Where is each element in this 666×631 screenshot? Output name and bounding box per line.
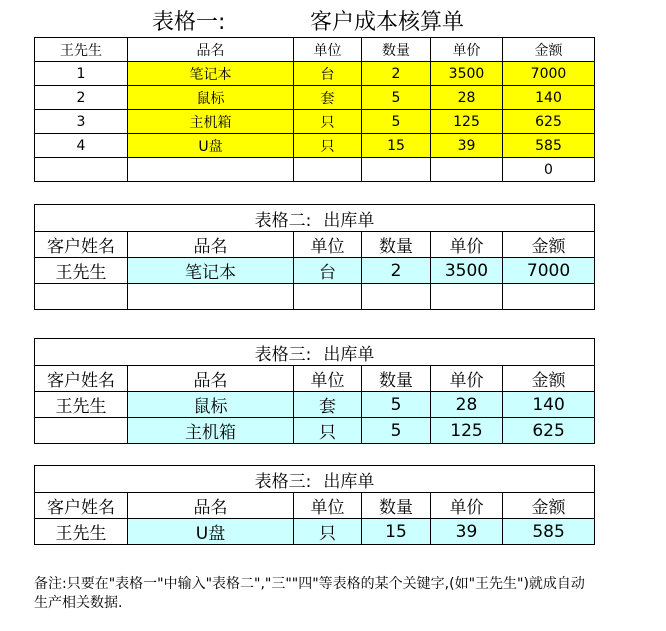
cell-amount[interactable]: 625 bbox=[503, 418, 595, 444]
table-row-total bbox=[35, 158, 595, 182]
title-row bbox=[0, 8, 666, 38]
cell-product[interactable]: 笔记本 bbox=[128, 62, 294, 86]
table-header bbox=[35, 493, 595, 519]
cell-quantity[interactable]: 2 bbox=[362, 258, 431, 284]
cell-empty[interactable] bbox=[128, 284, 294, 310]
header-amount[interactable]: 金额 bbox=[503, 493, 595, 519]
cell-unit[interactable]: 只 bbox=[294, 110, 362, 134]
header-unit[interactable]: 单位 bbox=[294, 232, 362, 258]
cell-customer[interactable]: 王先生 bbox=[35, 392, 128, 418]
cost-table-header bbox=[35, 38, 595, 62]
cell-empty[interactable] bbox=[294, 158, 362, 182]
table-caption-row bbox=[35, 339, 595, 366]
cell-product[interactable]: U盘 bbox=[128, 134, 294, 158]
footnote: 备注:只要在"表格一"中输入"表格二","三""四"等表格的某个关键字,(如"王先生")就成自动生产相关数据. bbox=[34, 576, 585, 611]
cell-quantity[interactable]: 15 bbox=[362, 134, 431, 158]
cell-quantity[interactable]: 5 bbox=[362, 86, 431, 110]
cell-unit[interactable]: 台 bbox=[294, 258, 362, 284]
table-row bbox=[35, 62, 595, 86]
header-product[interactable]: 品名 bbox=[128, 493, 294, 519]
cell-price[interactable]: 125 bbox=[431, 418, 503, 444]
cell-empty[interactable] bbox=[128, 158, 294, 182]
cell-product[interactable]: 鼠标 bbox=[128, 86, 294, 110]
header-customer-name[interactable]: 客户姓名 bbox=[35, 366, 128, 392]
cell-amount[interactable]: 7000 bbox=[503, 62, 595, 86]
cell-empty[interactable] bbox=[294, 284, 362, 310]
header-quantity[interactable]: 数量 bbox=[362, 38, 431, 62]
cell-unit[interactable]: 套 bbox=[294, 86, 362, 110]
header-customer-name[interactable]: 客户姓名 bbox=[35, 493, 128, 519]
table-row bbox=[35, 86, 595, 110]
cell-amount[interactable]: 585 bbox=[503, 134, 595, 158]
header-price[interactable]: 单价 bbox=[431, 366, 503, 392]
table-row-empty bbox=[35, 284, 595, 310]
cell-price[interactable]: 39 bbox=[431, 134, 503, 158]
cell-unit[interactable]: 台 bbox=[294, 62, 362, 86]
caption-label: 表格三: bbox=[254, 344, 312, 365]
cell-price[interactable]: 28 bbox=[431, 392, 503, 418]
cell-index[interactable]: 2 bbox=[35, 86, 128, 110]
cell-price[interactable]: 28 bbox=[431, 86, 503, 110]
cell-empty[interactable] bbox=[35, 158, 128, 182]
table-row bbox=[35, 258, 595, 284]
header-amount[interactable]: 金额 bbox=[503, 38, 595, 62]
cell-empty[interactable] bbox=[35, 284, 128, 310]
table-row bbox=[35, 519, 595, 545]
header-price[interactable]: 单价 bbox=[431, 38, 503, 62]
cell-quantity[interactable]: 5 bbox=[362, 392, 431, 418]
cell-product[interactable]: 笔记本 bbox=[128, 258, 294, 284]
table-caption[interactable] bbox=[35, 205, 595, 232]
header-price[interactable]: 单价 bbox=[431, 232, 503, 258]
cell-product[interactable]: 鼠标 bbox=[128, 392, 294, 418]
cell-amount[interactable]: 585 bbox=[503, 519, 595, 545]
title-table-one: 表格一: bbox=[152, 10, 226, 35]
header-unit[interactable]: 单位 bbox=[294, 366, 362, 392]
cell-empty[interactable] bbox=[362, 284, 431, 310]
header-quantity[interactable]: 数量 bbox=[362, 366, 431, 392]
cell-price[interactable]: 39 bbox=[431, 519, 503, 545]
cell-unit[interactable]: 只 bbox=[294, 134, 362, 158]
cell-unit[interactable]: 只 bbox=[294, 519, 362, 545]
cell-quantity[interactable]: 2 bbox=[362, 62, 431, 86]
cell-price[interactable]: 3500 bbox=[431, 62, 503, 86]
caption-label: 表格三: bbox=[254, 471, 312, 492]
header-customer[interactable]: 王先生 bbox=[35, 38, 128, 62]
table-header bbox=[35, 232, 595, 258]
caption-title: 出库单 bbox=[323, 344, 375, 365]
header-amount[interactable]: 金额 bbox=[503, 366, 595, 392]
table-caption[interactable] bbox=[35, 466, 595, 493]
cell-empty[interactable] bbox=[431, 158, 503, 182]
caption-title: 出库单 bbox=[323, 471, 375, 492]
table-row bbox=[35, 134, 595, 158]
header-price[interactable]: 单价 bbox=[431, 493, 503, 519]
cell-product[interactable]: U盘 bbox=[128, 519, 294, 545]
table-caption-row bbox=[35, 466, 595, 493]
cell-index[interactable]: 1 bbox=[35, 62, 128, 86]
header-product[interactable]: 品名 bbox=[128, 232, 294, 258]
table-header bbox=[35, 366, 595, 392]
header-amount[interactable]: 金额 bbox=[503, 232, 595, 258]
cell-unit[interactable]: 套 bbox=[294, 392, 362, 418]
header-quantity[interactable]: 数量 bbox=[362, 232, 431, 258]
header-customer-name[interactable]: 客户姓名 bbox=[35, 232, 128, 258]
table-caption[interactable] bbox=[35, 339, 595, 366]
table-row bbox=[35, 418, 595, 444]
table-caption-row bbox=[35, 205, 595, 232]
cell-customer[interactable] bbox=[35, 418, 128, 444]
cell-empty[interactable] bbox=[503, 284, 595, 310]
header-unit[interactable]: 单位 bbox=[294, 38, 362, 62]
table-row bbox=[35, 110, 595, 134]
cell-customer[interactable]: 王先生 bbox=[35, 519, 128, 545]
title-cost-sheet: 客户成本核算单 bbox=[310, 10, 465, 35]
cell-amount[interactable]: 625 bbox=[503, 110, 595, 134]
cell-empty[interactable] bbox=[431, 284, 503, 310]
cost-table bbox=[34, 37, 595, 182]
outbound-table-four bbox=[34, 465, 595, 545]
cell-amount[interactable]: 140 bbox=[503, 392, 595, 418]
header-quantity[interactable]: 数量 bbox=[362, 493, 431, 519]
outbound-table-three bbox=[34, 338, 595, 444]
cell-quantity[interactable]: 5 bbox=[362, 110, 431, 134]
cell-amount[interactable]: 7000 bbox=[503, 258, 595, 284]
cell-quantity[interactable]: 5 bbox=[362, 418, 431, 444]
cell-product[interactable]: 主机箱 bbox=[128, 110, 294, 134]
cell-quantity[interactable]: 15 bbox=[362, 519, 431, 545]
table-row bbox=[35, 392, 595, 418]
header-product[interactable]: 品名 bbox=[128, 366, 294, 392]
cell-empty[interactable] bbox=[362, 158, 431, 182]
cell-total[interactable]: 0 bbox=[503, 158, 595, 182]
caption-title: 出库单 bbox=[323, 210, 375, 231]
header-product[interactable]: 品名 bbox=[128, 38, 294, 62]
caption-label: 表格二: bbox=[254, 210, 312, 231]
cell-index[interactable]: 3 bbox=[35, 110, 128, 134]
outbound-table-two bbox=[34, 204, 595, 310]
header-unit[interactable]: 单位 bbox=[294, 493, 362, 519]
cell-product[interactable]: 主机箱 bbox=[128, 418, 294, 444]
cell-index[interactable]: 4 bbox=[35, 134, 128, 158]
cell-unit[interactable]: 只 bbox=[294, 418, 362, 444]
cell-customer[interactable]: 王先生 bbox=[35, 258, 128, 284]
cell-price[interactable]: 3500 bbox=[431, 258, 503, 284]
cell-price[interactable]: 125 bbox=[431, 110, 503, 134]
cell-amount[interactable]: 140 bbox=[503, 86, 595, 110]
